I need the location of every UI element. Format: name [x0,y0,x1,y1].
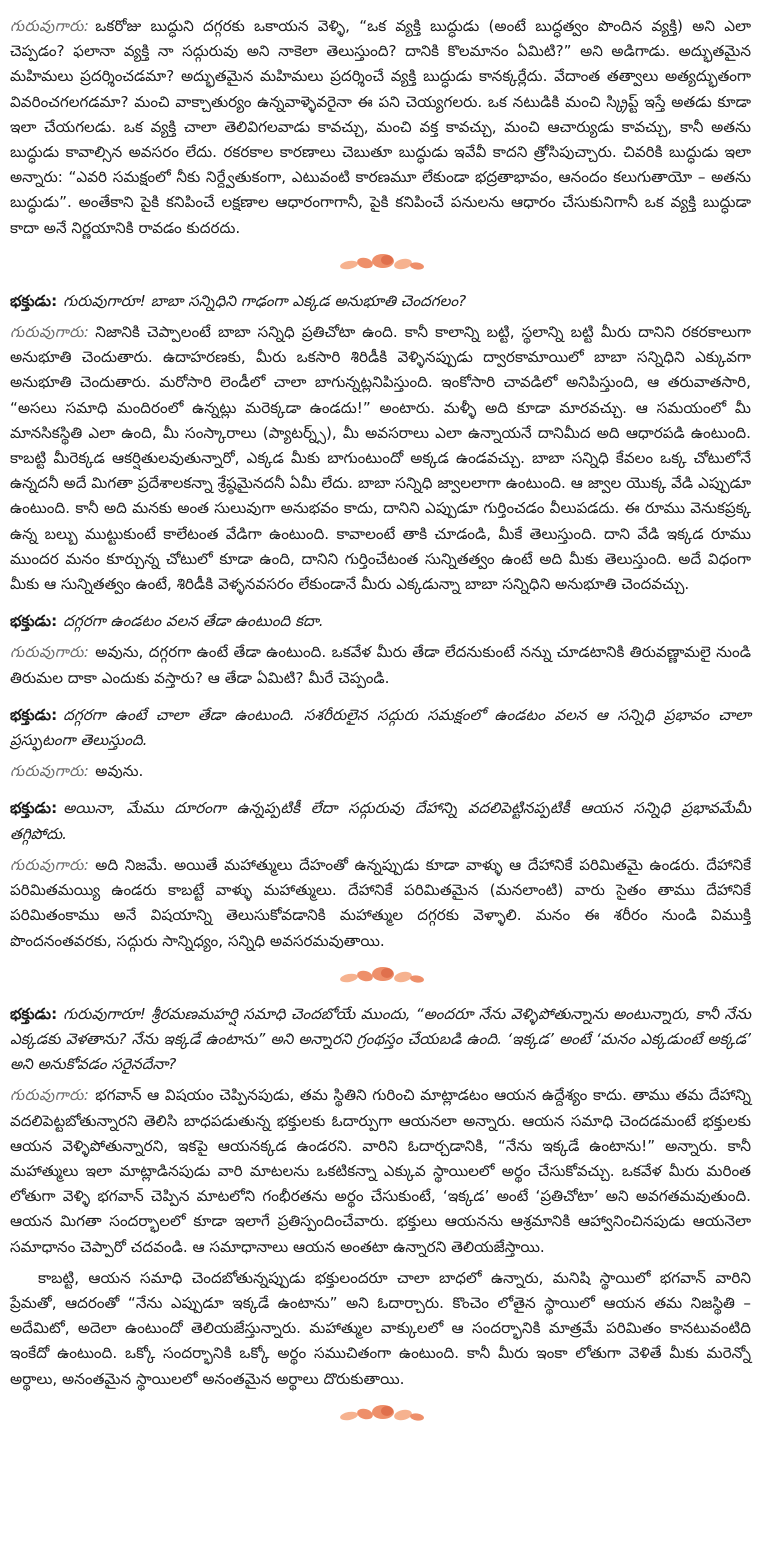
speaker-label-devotee: భక్తుడు: [10,799,58,818]
paragraph-text: గురువుగారూ! శ్రీరమణమహర్షి సమాధి చెందబోయే ముందు, “అందరూ నేను వెళ్ళిపోతున్నాను అంటున్నారు, కానీ నేను ఎక్కడకు వెళతాను? నేను ఇక్కడే ఉంటాను” అని అన్నారని గ్రంథస్తం చేయబడి ఉంది. ‘ఇక్కడ’ అంటే ‘మనం ఎక్కడుంటే అక్కడ’ అని అనుకోవడం సరైనదేనా? [10,1004,751,1074]
devotee-question [10,289,751,314]
speaker-label-devotee: భక్తుడు: [10,705,58,724]
section-divider [10,247,751,275]
guru-answer [10,759,751,784]
speaker-label-devotee: భక్తుడు: [10,291,58,310]
guru-answer [10,1083,751,1259]
devotee-question [10,703,751,753]
paragraph-text: ఒకరోజు బుద్ధుని దగ్గరకు ఒకాయన వెళ్ళి, “ఒక వ్యక్తి బుద్ధుడు (అంటే బుద్ధత్వం పొందిన వ్యక్తి) అని ఎలా చెప్పడం? ఫలానా వ్యక్తి నా సద్గురువు అని నాకెలా తెలుస్తుంది? దానికి కొలమానం ఏమిటి?” అని అడిగాడు. అద్భుతమైన మహిమలు ప్రదర్శించడమా? అద్భుతమైన మహిమలు ప్రదర్శించే వ్యక్తి బుద్ధుడు కానక్కర్లేదు. వేదాంత తత్వాలు అత్యద్భుతంగా వివరించగలగడమా? మంచి వాక్చాతుర్యం ఉన్నవాళ్ళెవరైనా ఈ పని చెయ్యగలరు. ఒక నటుడికి మంచి స్క్రిప్ట్ ఇస్తే అతడు కూడా ఇలా చేయగలడు. ఒక వ్యక్తి చాలా తెలివిగలవాడు కావచ్చు, మంచి వక్త కావచ్చు, మంచి ఆచార్యుడు కావచ్చు, కానీ అతను బుద్ధుడు కావాల్సిన అవసరం లేదు. రకరకాల కారణాలు చెబుతూ బుద్ధుడు ఇవేవీ కాదని త్రోసిపుచ్చారు. చివరికి బుద్ధుడు ఇలా అన్నారు: “ఎవరి సమక్షంలో నీకు నిర్ద్వేతుకంగా, ఎటువంటి కారణమూ లేకుండా భద్రతాభావం, ఆనందం కలుగుతాయో – అతను బుద్ధుడు”. అంతేకాని పైకి కనిపించే లక్షణాల ఆధారంగాగానీ, పైకి కనిపించే పనులను ఆధారం చేసుకునిగానీ ఒక వ్యక్తి బుద్ధుడా కాదా అనే నిర్ణయానికి రావడం కుదరదు. [10,17,751,237]
speaker-label-devotee: భక్తుడు: [10,1004,58,1023]
devotee-question [10,609,751,634]
paragraph-text: అది నిజమే. అయితే మహాత్ములు దేహంతో ఉన్నప్పుడు కూడా వాళ్ళు ఆ దేహానికే పరిమితమై ఉండరు. దేహానికే పరిమితమయ్యి ఉండరు కాబట్టే వాళ్ళు మహాత్ములు. దేహానికే పరిమితమైన (మనలాంటి) వారు సైతం తాము దేహానికే పరిమితంకాము అనే విషయాన్ని తెలుసుకోవడానికి మహాత్ముల దగ్గరకు వెళ్ళాలి. మనం ఈ శరీరం నుండి విముక్తి పొందనంతవరకు, సద్గురు సాన్నిధ్యం, సన్నిధి అవసరమవుతాయి. [10,855,751,950]
devotee-question [10,796,751,846]
guru-answer [10,14,751,241]
speaker-label-devotee: భక్తుడు: [10,612,58,631]
flower-petals-icon [331,249,431,273]
speaker-label-guru: గురువుగారు: [10,17,90,35]
paragraph-text: అవును, దగ్గరగా ఉంటే తేడా ఉంటుంది. ఒకవేళ మీరు తేడా లేదనుకుంటే నన్ను చూడటానికి తిరువణ్ణామలై నుండి తిరుమల దాకా ఎందుకు వస్తారు? ఆ తేడా ఏమిటి? మీరే చెప్పండి. [10,643,751,687]
speaker-label-guru: గురువుగారు: [10,762,90,781]
speaker-label-guru: గురువుగారు: [10,643,90,662]
guru-answer-continued [10,1266,751,1392]
guru-answer [10,320,751,597]
paragraph-text: భగవాన్ ఆ విషయం చెప్పినపుడు, తమ స్థితిని గురించి మాట్లాడటం ఆయన ఉద్దేశ్యం కాదు. తాము తమ దేహాన్ని వదలిపెట్టబోతున్నారని తెలిసి బాధపడుతున్న భక్తులకు ఓదార్పుగా ఆయనలా అన్నారు. ఆయన సమాధి చెందడమంటే భక్తులకు ఆయన వెళ్ళిపోతున్నారని, ఇకపై ఆయనక్కడ ఉండరని. వారిని ఓదార్చడానికి, “నేను ఇక్కడే ఉంటాను!” అన్నారు. కానీ మహాత్ములు ఇలా మాట్లాడినపుడు వారి మాటలను ఒకటికన్నా ఎక్కువ స్థాయిలలో అర్థం చేసుకోవచ్చు. ఒకవేళ మీరు మరింత లోతుగా వెళ్ళి భగవాన్ చెప్పిన మాటలోని గంభీరతను అర్థం చేసుకుంటే, ‘ఇక్కడ’ అంటే ‘ప్రతిచోటా’ అని అవగతమవుతుంది. ఆయన మిగతా సందర్భాలలో కూడా ఇలాగే ప్రతిస్పందించేవారు. భక్తులు ఆయనను ఆశ్రమానికి ఆహ్వానించినపుడు ఆయనెలా సమాధానం చెప్పారో చదవండి. ఆ సమాధానాలు ఆయన అంతటా ఉన్నారని తెలియజేస్తాయి. [10,1086,751,1256]
devotee-question [10,1002,751,1078]
paragraph-text: దగ్గరగా ఉంటే చాలా తేడా ఉంటుంది. సశరీరులైన సద్గురు సమక్షంలో ఉండటం వలన ఆ సన్నిధి ప్రభావం చాలా ప్రస్ఫుటంగా తెలుస్తుంది. [10,705,751,750]
section-divider [10,1398,751,1426]
paragraph-text: అయినా, మేము దూరంగా ఉన్నప్పటికీ లేదా సద్గురువు దేహాన్ని వదలిపెట్టినప్పటికీ ఆయన సన్నిధి ప్రభావమేమీ తగ్గిపోదు. [10,799,751,843]
section-divider [10,960,751,988]
paragraph-text: గురువుగారూ! బాబా సన్నిధిని గాఢంగా ఎక్కడ అనుభూతి చెందగలం? [63,291,467,310]
speaker-label-guru: గురువుగారు: [10,1086,90,1105]
guru-answer [10,640,751,690]
speaker-label-guru: గురువుగారు: [10,855,90,874]
speaker-label-guru: గురువుగారు: [10,323,90,342]
paragraph-text: దగ్గరగా ఉండటం వలన తేడా ఉంటుంది కదా. [63,612,324,631]
paragraph-text: నిజానికి చెప్పాలంటే బాబా సన్నిధి ప్రతిచోటా ఉంది. కానీ కాలాన్ని బట్టి, స్థలాన్ని బట్టి మీరు దానిని రకరకాలుగా అనుభూతి చెందుతారు. ఉదాహరణకు, మీరు ఒకసారి శిరిడీకి వెళ్ళినప్పుడు ద్వారకామాయిలో బాబా సన్నిధిని ఎక్కువగా అనుభూతి చెందుతారు. మరోసారి లెండీలో చాలా బాగున్నట్లనిపిస్తుంది. ఇంకోసారి చావడిలో అనిపిస్తుంది, ఆ తరువాతసారి, “అసలు సమాధి మందిరంలో ఉన్నట్లు మరెక్కడా ఉండదు!” అంటారు. మళ్ళీ అది కూడా మారవచ్చు. ఆ సమయంలో మీ మానసికస్థితి ఎలా ఉంది, మీ సంస్కారాలు (ప్యాటర్న్స్), మీ అవసరాలు ఎలా ఉన్నాయనే దానిమీద అది ఆధారపడి ఉంటుంది. కాబట్టి మీరెక్కడ ఆకర్షితులవుతున్నారో, ఎక్కడ మీకు బాగుంటుందో అక్కడ ఉండవచ్చు. బాబా సన్నిధి కేవలం ఒక్క చోటులోనే ఉన్నదనీ అదే మిగతా ప్రదేశాలకన్నా శ్రేష్ఠమైనదనీ ఏమీ లేదు. బాబా సన్నిధి జ్వాలలాగా ఉంటుంది. ఆ జ్వాల యొక్క వేడి ఎప్పుడూ ఉంటుంది. కానీ అది మనకు అంత సులువుగా అనుభవం కాదు, దానిని ఎప్పుడూ గుర్తించడం వీలుపడదు. ఈ రూము వెనుకప్రక్క ఉన్న బల్బు ముట్టుకుంటే కాలేటంత వేడిగా ఉంటుంది. కావాలంటే తాకి చూడండి, మీకే తెలుస్తుంది. దాని వేడి ఇక్కడ రూము ముందర మనం కూర్చున్న చోటులో కూడా ఉంది, దానిని గుర్తించేటంత సున్నితత్వం ఉంటే అది మీకు తెలుస్తుంది. అదే విధంగా మీకు ఆ సున్నితత్వం ఉంటే, శిరిడీకి వెళ్ళనవసరం లేకుండానే మీరు ఎక్కడున్నా బాబా సన్నిధిని అనుభూతి చెందవచ్చు. [10,323,751,594]
paragraph-text: అవును. [95,762,144,781]
guru-answer [10,853,751,954]
flower-petals-icon [331,962,431,986]
paragraph-text: కాబట్టి, ఆయన సమాధి చెందబోతున్నప్పుడు భక్తులందరూ చాలా బాధలో ఉన్నారు, మనిషి స్థాయిలో భగవాన్ వారిని ప్రేమతో, ఆదరంతో “నేను ఎప్పుడూ ఇక్కడే ఉంటాను” అని ఓదార్చారు. కొంచెం లోతైన స్థాయిలో ఆయన తమ నిజస్థితి – అదేమిటో, అదెలా ఉంటుందో తెలియజేస్తున్నారు. మహాత్ముల వాక్కులలో ఆ సందర్భానికి మాత్రమే పరిమితం కానటువంటిది ఇంకేదో ఉంటుంది. ఒక్కో సందర్భానికి ఒక్కో అర్థం సముచితంగా ఉంటుంది. కానీ మీరు ఇంకా లోతుగా వెళితే మీకు మరెన్నో అర్థాలు, అనంతమైన స్థాయిలలో అనంతమైన అర్థాలు దొరుకుతాయి. [10,1268,751,1388]
flower-petals-icon [331,1400,431,1424]
